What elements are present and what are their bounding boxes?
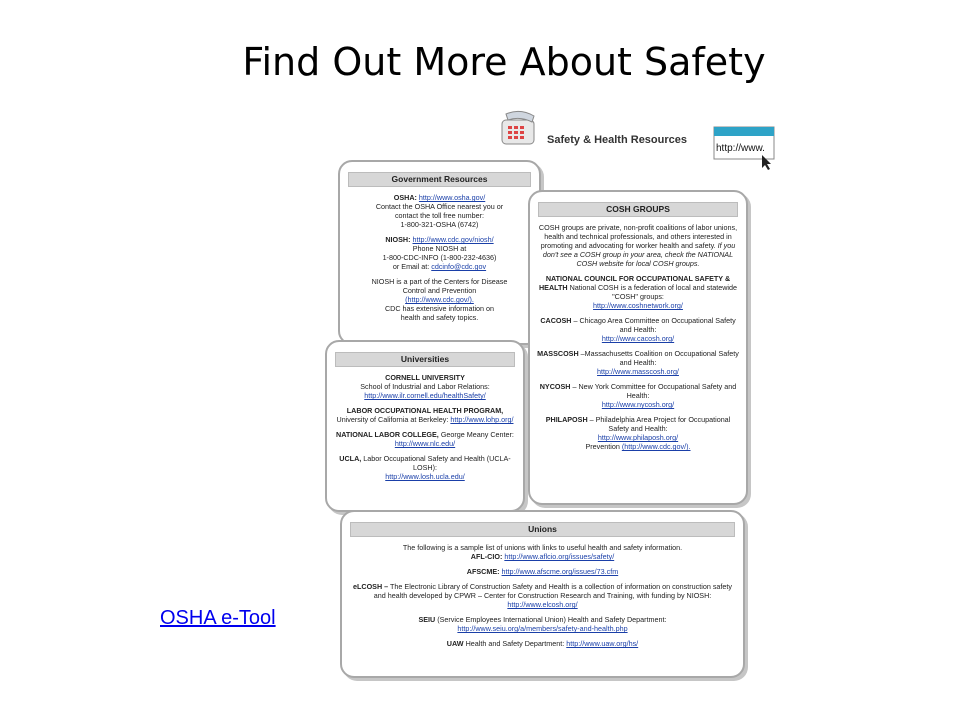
entry-url: http://www.elcosh.org/ — [507, 600, 578, 609]
entry-url: http://www.lohp.org/ — [450, 415, 514, 424]
cosh-intro — [536, 223, 740, 268]
entry-desc: – Chicago Area Committee on Occupational Safety and Health: — [573, 316, 736, 334]
entry-name: SEIU — [418, 615, 436, 624]
seiu-entry — [348, 615, 737, 633]
entry-name: NATIONAL LABOR COLLEGE, — [336, 430, 439, 439]
entry-name: eLCOSH – — [352, 582, 389, 591]
resources-handout-image — [320, 105, 765, 680]
entry-desc: – Philadelphia Area Project for Occupational Safety and Health: — [589, 415, 731, 433]
card-title: COSH GROUPS — [538, 202, 738, 217]
entry-name: PHILAPOSH — [545, 415, 588, 424]
national-cosh-entry — [536, 274, 740, 310]
entry-name: CORNELL UNIVERSITY — [385, 373, 465, 382]
government-resources-card — [338, 160, 541, 345]
niosh-url: http://www.cdc.gov/niosh/ — [412, 235, 494, 244]
nlc-entry — [333, 430, 517, 448]
niosh-phone: 1-800-CDC-INFO (1-800-232-4636) — [382, 253, 497, 262]
entry-url: http://www.seiu.org/a/members/safety-and-health.php — [457, 624, 628, 633]
niosh-label: NIOSH: — [385, 235, 411, 244]
cdc-line: NIOSH is a part of the Centers for Disease — [371, 277, 508, 286]
unions-card — [340, 510, 745, 678]
slide-title: Find Out More About Safety — [242, 40, 766, 84]
entry-url: http://www.cacosh.org/ — [601, 334, 675, 343]
handout-header — [410, 105, 765, 165]
niosh-line: Phone NIOSH at — [412, 244, 467, 253]
entry-desc: University of California at Berkeley: — [336, 415, 449, 424]
unions-intro — [348, 543, 737, 561]
entry-name: MASSCOSH — [537, 349, 579, 358]
entry-name: UAW — [446, 639, 464, 648]
entry-url: http://www.ilr.cornell.edu/healthSafety/ — [364, 391, 486, 400]
browser-address-icon — [712, 125, 782, 170]
unions-intro-text: The following is a sample list of unions with links to useful health and safety information. — [402, 543, 683, 552]
cosh-groups-card — [528, 190, 748, 505]
cdc-line: Control and Prevention — [402, 286, 477, 295]
cornell-entry — [333, 373, 517, 400]
entry-desc: George Meany Center: — [440, 430, 514, 439]
entry-name: NATIONAL COUNCIL FOR OCCUPATIONAL SAFETY & HEALTH — [538, 274, 731, 292]
nycosh-entry — [536, 382, 740, 409]
osha-label: OSHA: — [393, 193, 417, 202]
lohp-entry — [333, 406, 517, 424]
entry-url: http://www.masscosh.org/ — [597, 367, 679, 376]
philaposh-entry — [536, 415, 740, 451]
ucla-entry — [333, 454, 517, 481]
niosh-email-label: or Email at: — [392, 262, 430, 271]
entry-name: AFSCME: — [466, 567, 500, 576]
elcosh-entry — [348, 582, 737, 609]
entry-url: http://www.nlc.edu/ — [394, 439, 456, 448]
osha-entry — [346, 193, 533, 229]
entry-url: http://www.aflcio.org/issues/safety/ — [504, 552, 615, 561]
osha-line: contact the toll free number: — [394, 211, 485, 220]
entry-name: CACOSH — [540, 316, 572, 325]
osha-phone: 1-800-321-OSHA (6742) — [400, 220, 479, 229]
entry-name: NYCOSH — [539, 382, 571, 391]
entry-desc: –Massachusetts Coalition on Occupational Safety and Health: — [580, 349, 739, 367]
entry-url: http://www.uaw.org/hs/ — [566, 639, 639, 648]
cdc-line: health and safety topics. — [400, 313, 479, 322]
entry-url: http://www.losh.ucla.edu/ — [385, 472, 465, 481]
entry-desc: – New York Committee for Occupational Safety and Health: — [572, 382, 737, 400]
masscosh-entry — [536, 349, 740, 376]
entry-url: http://www.coshnetwork.org/ — [593, 301, 683, 310]
entry-url: (http://www.cdc.gov/). — [621, 442, 691, 451]
entry-desc: Health and Safety Department: — [465, 639, 565, 648]
entry-desc: Labor Occupational Safety and Health (UCLA-LOSH): — [363, 454, 511, 472]
card-title: Government Resources — [348, 172, 531, 187]
entry-desc: National COSH is a federation of local and statewide "COSH" groups: — [569, 283, 738, 301]
osha-etool-link[interactable]: OSHA e-Tool — [160, 607, 276, 629]
cacosh-entry — [536, 316, 740, 343]
entry-url: http://www.philaposh.org/ — [597, 433, 679, 442]
niosh-entry — [346, 235, 533, 271]
niosh-email: cdcinfo@cdc.gov — [431, 262, 487, 271]
cdc-line: CDC has extensive information on — [384, 304, 495, 313]
handout-title: Safety & Health Resources — [547, 134, 687, 146]
entry-desc: The Electronic Library of Construction Safety and Health is a collection of information on construction safety and health developed by CPWR – Center for Construction Research and Training, with funding by NIOSH: — [373, 582, 732, 600]
entry-name: LABOR OCCUPATIONAL HEALTH PROGRAM, — [346, 406, 504, 415]
universities-card — [325, 340, 525, 512]
cdc-url: (http://www.cdc.gov/). — [405, 295, 474, 304]
afscme-entry — [348, 567, 737, 576]
entry-desc: Prevention — [585, 442, 620, 451]
osha-url: http://www.osha.gov/ — [418, 193, 486, 202]
entry-name: UCLA, — [339, 454, 362, 463]
entry-name: AFL-CIO: — [470, 552, 503, 561]
browser-address-text: http://www. — [716, 143, 765, 154]
uaw-entry — [348, 639, 737, 648]
telephone-icon — [500, 110, 540, 150]
entry-desc: School of Industrial and Labor Relations: — [360, 382, 490, 391]
cdc-entry — [346, 277, 533, 322]
cosh-intro-italic: If you don't see a COSH group in your area, check the NATIONAL COSH website for local COSH groups. — [542, 241, 736, 268]
entry-desc: (Service Employees International Union) Health and Safety Department: — [437, 615, 667, 624]
entry-url: http://www.nycosh.org/ — [601, 400, 675, 409]
card-title: Universities — [335, 352, 515, 367]
osha-line: Contact the OSHA Office nearest you or — [375, 202, 504, 211]
card-title: Unions — [350, 522, 735, 537]
cosh-intro-text: COSH groups are private, non-profit coalitions of labor unions, health and technical professionals, and others interested in promoting and advocating for worker health and safety. — [538, 223, 738, 250]
entry-url: http://www.afscme.org/issues/73.cfm — [501, 567, 619, 576]
